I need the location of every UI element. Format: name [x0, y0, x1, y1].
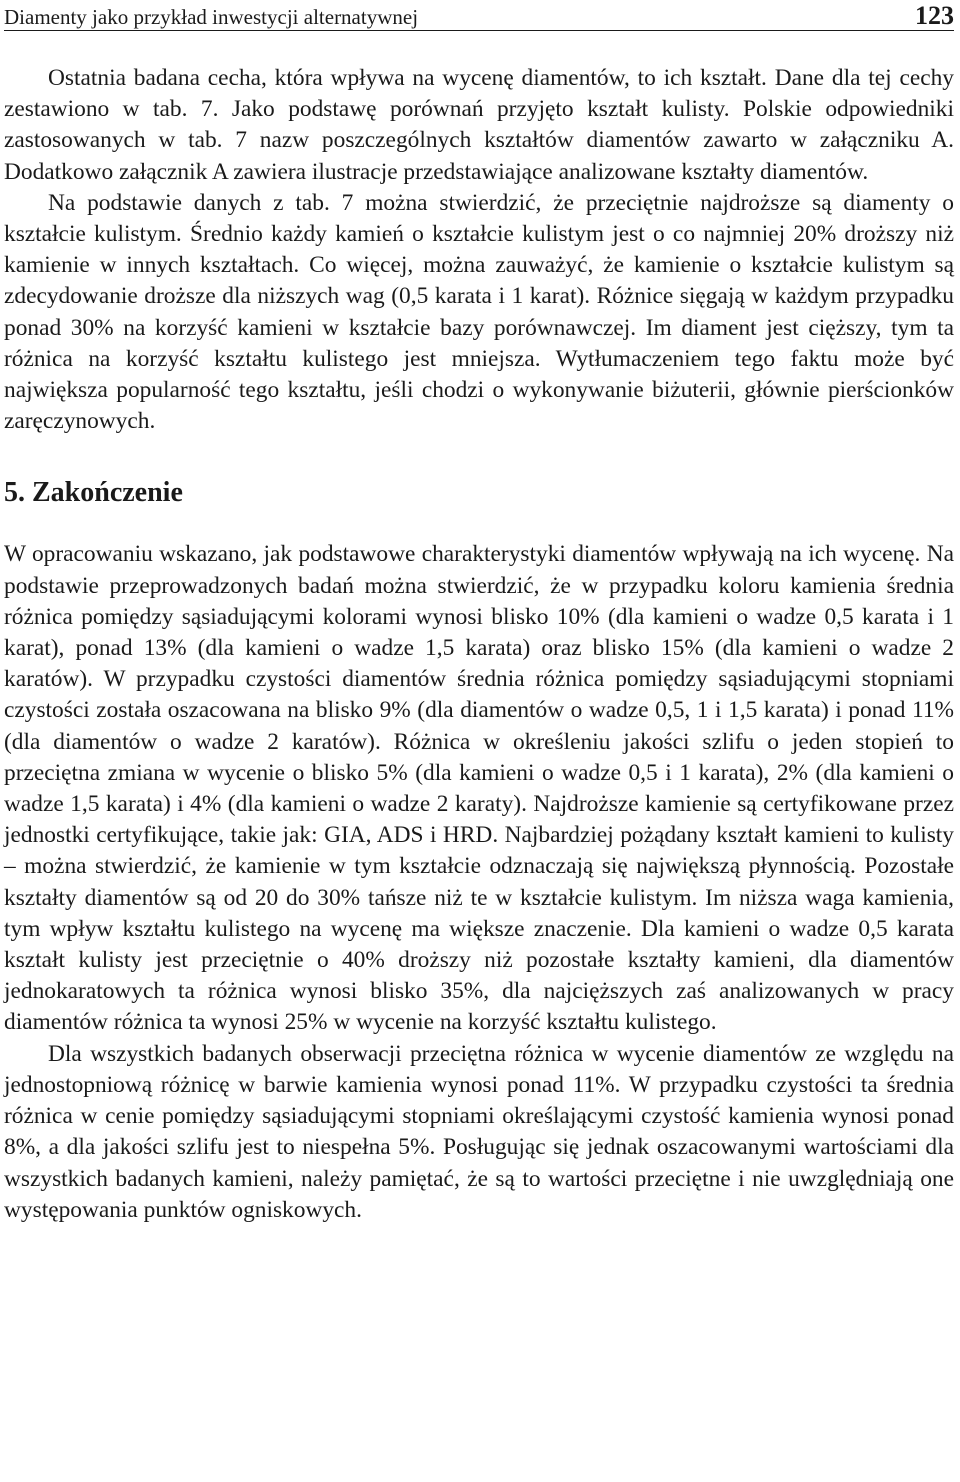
page-number: 123: [915, 1, 954, 30]
paragraph-shape-results: Na podstawie danych z tab. 7 można stwierdzić, że przeciętnie najdroższe są diamenty o kształcie kulistym. Średnio każdy kamień o kształcie kulistym jest o co najmniej 20% droższy niż kamienie w innych kształtach. Co więcej, można zauważyć, że kamienie o kształcie kulistym są zdecydowanie droższe dla niższych wag (0,5 karata i 1 karat). Różnice sięgają w każdym przypadku ponad 30% na korzyść kamieni w kształcie bazy porównawczej. Im diament jest cięższy, tym ta różnica na korzyść kształtu kulistego jest mniejsza. Wytłumaczeniem tego faktu może być największa popularność tego kształtu, jeśli chodzi o wykonywanie biżuterii, głównie pierścionków zaręczynowych.: [4, 189, 954, 435]
running-title: Diamenty jako przykład inwestycji alternatywnej: [4, 5, 419, 29]
running-header: [4, 0, 954, 31]
section-heading-conclusion: 5. Zakończenie: [4, 477, 183, 509]
paragraph-conclusion-summary: W opracowaniu wskazano, jak podstawowe charakterystyki diamentów wpływają na ich wycenę. Na podstawie przeprowadzonych badań można stwierdzić, że w przypadku koloru kamienia średnia różnica pomiędzy sąsiadującymi kolorami wynosi blisko 10% (dla kamieni o wadze 0,5 karata i 1 karat), ponad 13% (dla kamieni o wadze 1,5 karata) oraz blisko 15% (dla kamieni o wadze 2 karatów). W przypadku czystości diamentów średnia różnica pomiędzy sąsiadującymi stopniami czystości została oszacowana na blisko 9% (dla diamentów o wadze 0,5, 1 i 1,5 karata) i ponad 11% (dla diamentów o wadze 2 karatów). Różnica w określeniu jakości szlifu o jeden stopień to przeciętna zmiana w wycenie o blisko 5% (dla kamieni o wadze 0,5 i 1 karata), 2% (dla kamieni o wadze 1,5 karata) i 4% (dla kamieni o wadze 2 karaty). Najdroższe kamienie są certyfikowane przez jednostki certyfikujące, takie jak: GIA, ADS i HRD. Najbardziej pożądany kształt kamieni to kulisty – można stwierdzić, że kamienie w tym kształcie odznaczają się największą płynnością. Pozostałe kształty diamentów są od 20 do 30% tańsze niż te w kształcie kulistym. Im niższa waga kamienia, tym wpływ kształtu kulistego na wycenę ma większe znaczenie. Dla kamieni o wadze 0,5 karata kształt kulisty jest przeciętnie o 40% droższy niż pozostałe kształty kamieni, dla diamentów jednokaratowych ta różnica wynosi blisko 35%, dla najcięższych zaś analizowanych w pracy diamentów różnica ta wynosi 25% w wycenie na korzyść kształtu kulistego.: [4, 541, 954, 1036]
paragraph-conclusion-overall: Dla wszystkich badanych obserwacji przeciętna różnica w wycenie diamentów ze względu na jednostopniową różnicę w barwie kamienia wynosi ponad 11%. W przypadku czystości ta średnia różnica w cenie pomiędzy sąsiadującymi stopniami określającymi czystość kamienia wynosi ponad 8%, a dla jakości szlifu jest to niespełna 5%. Posługując się jednak oszacowanymi wartościami dla wszystkich badanych kamieni, należy pamiętać, że są to wartości przeciętne i nie uwzględniają one występowania punktów ogniskowych.: [4, 1040, 954, 1223]
body-text: [4, 63, 954, 1226]
paragraph-shape-intro: Ostatnia badana cecha, która wpływa na wycenę diamentów, to ich kształt. Dane dla tej cechy zestawiono w tab. 7. Jako podstawę porównań przyjęto kształt kulisty. Polskie odpowiedniki zastosowanych w tab. 7 nazw poszczególnych kształtów diamentów zawarto w załączniku A. Dodatkowo załącznik A zawiera ilustracje przedstawiające analizowane kształty diamentów.: [4, 65, 954, 185]
